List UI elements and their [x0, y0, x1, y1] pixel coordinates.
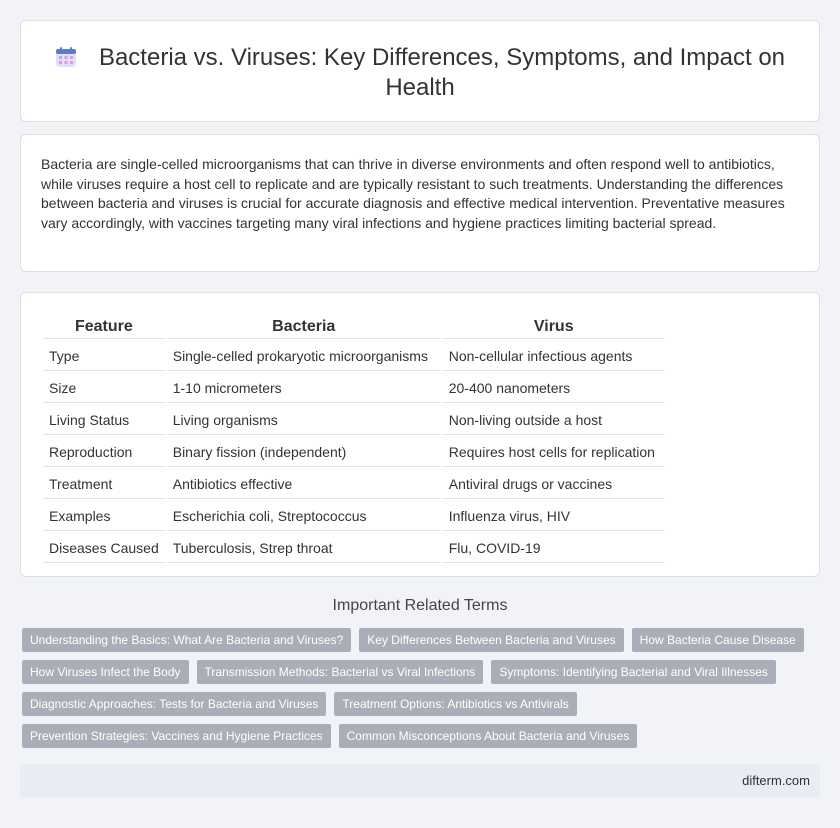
table-row	[43, 341, 665, 371]
table-cell: Single-celled prokaryotic microorganisms	[167, 341, 441, 371]
table-cell: Type	[43, 341, 165, 371]
table-cell: Antibiotics effective	[167, 469, 441, 499]
table-cell: 20-400 nanometers	[443, 373, 665, 403]
table-cell: Binary fission (independent)	[167, 437, 441, 467]
related-term-tag[interactable]: Key Differences Between Bacteria and Viruses	[359, 628, 623, 652]
table-row	[43, 373, 665, 403]
title-row	[51, 43, 789, 103]
table-cell: Requires host cells for replication	[443, 437, 665, 467]
tag-row	[22, 692, 818, 716]
calendar-icon	[55, 46, 77, 68]
related-terms-list	[22, 628, 818, 756]
tag-row	[22, 628, 818, 652]
table-header-row	[43, 315, 665, 339]
page-title	[51, 43, 789, 103]
table-row	[43, 533, 665, 563]
table-row	[43, 501, 665, 531]
table-cell: Living organisms	[167, 405, 441, 435]
table-cell: Influenza virus, HIV	[443, 501, 665, 531]
table-cell: Tuberculosis, Strep throat	[167, 533, 441, 563]
related-term-tag[interactable]: Understanding the Basics: What Are Bacteria and Viruses?	[22, 628, 351, 652]
related-term-tag[interactable]: Prevention Strategies: Vaccines and Hygiene Practices	[22, 724, 331, 748]
intro-paragraph: Bacteria are single-celled microorganisms that can thrive in diverse environments and often respond well to antibiotics, while viruses require a host cell to replicate and are typically resistant to such treatments. Understanding the differences between bacteria and viruses is crucial for accurate diagnosis and effective medical intervention. Preventative measures vary accordingly, with vaccines targeting many viral infections and hygiene practices limiting bacterial spread.	[41, 156, 785, 231]
related-term-tag[interactable]: Common Misconceptions About Bacteria and Viruses	[339, 724, 638, 748]
comparison-card	[20, 292, 820, 577]
table-cell: Flu, COVID-19	[443, 533, 665, 563]
table-row	[43, 437, 665, 467]
related-term-tag[interactable]: Symptoms: Identifying Bacterial and Viral Illnesses	[491, 660, 776, 684]
footer-brand-link[interactable]: difterm.com	[742, 773, 810, 788]
table-cell: Non-living outside a host	[443, 405, 665, 435]
page-title-text: Bacteria vs. Viruses: Key Differences, Symptoms, and Impact on Health	[98, 44, 786, 101]
table-row	[43, 405, 665, 435]
tag-row	[22, 724, 818, 748]
table-cell: Antiviral drugs or vaccines	[443, 469, 665, 499]
intro-card	[20, 134, 820, 272]
related-term-tag[interactable]: Diagnostic Approaches: Tests for Bacteria and Viruses	[22, 692, 326, 716]
table-cell: Treatment	[43, 469, 165, 499]
related-term-tag[interactable]: Treatment Options: Antibiotics vs Antivirals	[334, 692, 576, 716]
tag-row	[22, 660, 818, 684]
header-virus: Virus	[443, 315, 665, 339]
table-cell: 1-10 micrometers	[167, 373, 441, 403]
related-term-tag[interactable]: Transmission Methods: Bacterial vs Viral Infections	[197, 660, 484, 684]
comparison-table	[41, 313, 667, 565]
table-cell: Examples	[43, 501, 165, 531]
title-card	[20, 20, 820, 122]
header-feature: Feature	[43, 315, 165, 339]
table-row	[43, 469, 665, 499]
table-cell: Escherichia coli, Streptococcus	[167, 501, 441, 531]
related-terms-heading: Important Related Terms	[332, 597, 508, 614]
table-cell: Non-cellular infectious agents	[443, 341, 665, 371]
header-bacteria: Bacteria	[167, 315, 441, 339]
related-term-tag[interactable]: How Viruses Infect the Body	[22, 660, 189, 684]
table-cell: Reproduction	[43, 437, 165, 467]
related-term-tag[interactable]: How Bacteria Cause Disease	[632, 628, 804, 652]
footer	[20, 764, 820, 798]
table-cell: Size	[43, 373, 165, 403]
table-cell: Living Status	[43, 405, 165, 435]
table-cell: Diseases Caused	[43, 533, 165, 563]
